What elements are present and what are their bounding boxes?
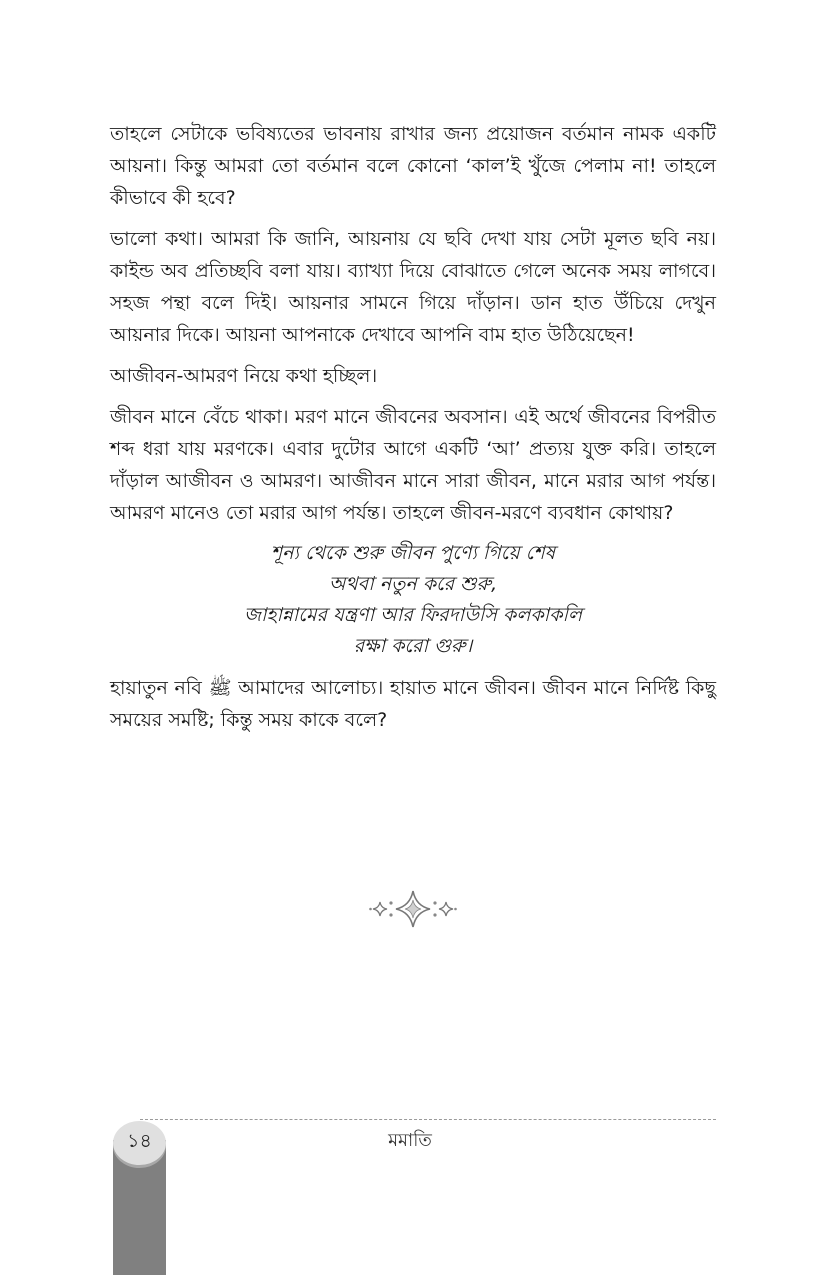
paragraph-1: তাহলে সেটাকে ভবিষ্যতের ভাবনায় রাখার জন্য প্রয়োজন বর্তমান নামক একটি আয়না। কিন্তু আমরা তো বর্তমান বলে কোনো ‘কাল’ই খুঁজে পেলাম না! তাহলে কীভাবে কী হবে? — [110, 123, 716, 209]
poem-line-1: শূন্য থেকে শুরু জীবন পুণ্যে গিয়ে শেষ — [270, 542, 556, 564]
section-break-ornament-icon — [368, 889, 458, 929]
poem-line-4: রক্ষা করো গুরু। — [353, 635, 473, 657]
footer-divider — [140, 1119, 716, 1120]
poem-line-3: জাহান্নামের যন্ত্রণা আর ফিরদাউসি কলকাকলি — [243, 604, 583, 626]
paragraph-4: জীবন মানে বেঁচে থাকা। মরণ মানে জীবনের অবসান। এই অর্থে জীবনের বিপরীত শব্দ ধরা যায় মরণকে। এবার দুটোর আগে একটি ‘আ’ প্রত্যয় যুক্ত করি। তাহলে দাঁড়াল আজীবন ও আমরণ। আজীবন মানে সারা জীবন, মানে মরার আগ পর্যন্ত। আমরণ মানেও তো মরার আগ পর্যন্ত। তাহলে জীবন-মরণে ব্যবধান কোথায়? — [110, 406, 716, 524]
poem-stanza — [110, 538, 716, 662]
page-body — [110, 118, 716, 745]
paragraph-3: আজীবন-আমরণ নিয়ে কথা হচ্ছিল। — [110, 365, 378, 387]
poem-line-2: অথবা নতুন করে শুরু, — [328, 573, 498, 595]
running-title: মমাতি — [388, 1130, 432, 1151]
paragraph-closing: হায়াতুন নবি ﷺ আমাদের আলোচ্য। হায়াত মানে জীবন। জীবন মানে নির্দিষ্ট কিছু সময়ের সমষ্টি; কিন্তু সময় কাকে বলে? — [110, 677, 716, 731]
page-number: ১৪ — [127, 1130, 152, 1152]
paragraph-2: ভালো কথা। আমরা কি জানি, আয়নায় যে ছবি দেখা যায় সেটা মূলত ছবি নয়। কাইন্ড অব প্রতিচ্ছবি বলা যায়। ব্যাখ্যা দিয়ে বোঝাতে গেলে অনেক সময় লাগবে। সহজ পন্থা বলে দিই। আয়নার সামনে গিয়ে দাঁড়ান। ডান হাত উঁচিয়ে দেখুন আয়নার দিকে। আয়না আপনাকে দেখাবে আপনি বাম হাত উঠিয়েছেন! — [110, 228, 716, 346]
